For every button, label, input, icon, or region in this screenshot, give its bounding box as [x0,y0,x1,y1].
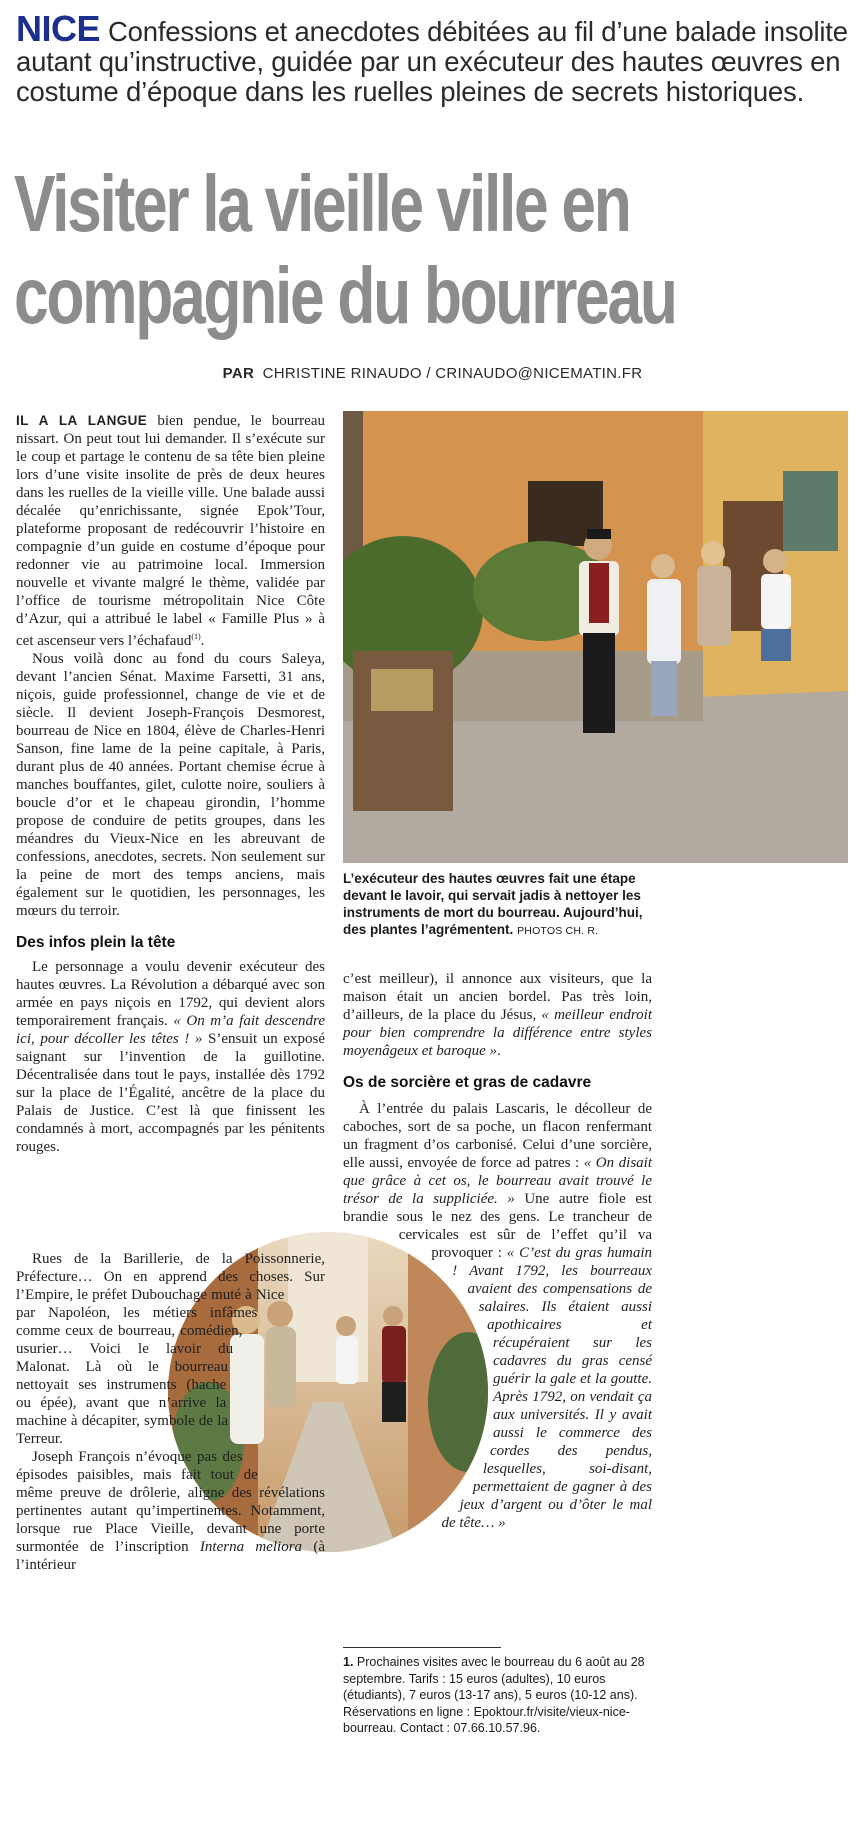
photo-executioner-lavoir [343,411,848,863]
subhead-infos: Des infos plein la tête [16,934,176,951]
right-paragraph-1: c’est meilleur), il annonce aux visiteurs, que la maison était un ancien bordel. Pas très loin, d’ailleurs, de la place du Jésus, « meilleur endroit pour bien comprendre la différence entre styles moyenâgeux et baroque ». [343,971,653,1059]
left-column-top [16,412,325,1156]
paragraph-2: Nous voilà donc au fond du cours Saleya, devant l’ancien Sénat. Maxime Farsetti, 31 ans, niçois, guide professionnel, change de vie et de siècle. Il devient Joseph-François Desmorest, bourreau de Nice en 1804, élève de Charles-Henri Sanson, fine lame de la peine capitale, à Paris, durant plus de 40 années. Portant chemise écrue à manches bouffantes, gilet, culotte noire, souliers à boucle d’or et le chapeau girondin, l’homme propose de conduire de petits groupes, dans les méandres du Vieux-Nice en les abreuvant de confessions, anecdotes, secrets. Non seulement sur la peine de mort des temps anciens, mais également sur le quotidien, les personnages, les mœurs du terroir. [16,651,325,919]
subhead-sorciere: Os de sorcière et gras de cadavre [343,1074,592,1091]
footnote-number: 1. [343,1655,354,1669]
byline-author: CHRISTINE RINAUDO / CRINAUDO@NICEMATIN.FR [262,365,643,382]
caption-text: L’exécuteur des hautes œuvres fait une étape devant le lavoir, qui servait jadis à nettoyer les instruments de mort du bourreau. Aujourd’hui, des plantes l’agrémentent. [343,871,643,937]
paragraph-lead: IL A LA LANGUE bien pendue, le bourreau nissart. On peut tout lui demander. Il s’exécute sur le coup et partage le contenu de sa tête bien pleine lors d’une visite insolite de près de deux heures dans les ruelles de la vieille ville. Une balade aussi décalée qu’enrichissante, signée Epok’Tour, plateforme proposant de redécouvrir l’histoire en compagnie d’un guide en costume d’époque pour redonner vie au patrimoine local. Immersion nouvelle et vivante malgré le thème, validée par l’office de tourisme métropolitain Nice Côte d’Azur, qui a attribué le label « Famille Plus » à cet ascenseur vers l’échafaud$^{(1)}$. [16,413,325,649]
kicker-city: NICE [16,8,101,49]
paragraph-3: Le personnage a voulu devenir exécuteur des hautes œuvres. La Révolution a débarqué avec son armée en pays niçois en 1792, qui devient alors temporairement français. « On m’a fait descendre ici, pour décoller les têtes ! » S’ensuit un exposé saignant sur l’invention de la guillotine. Décentralisée dans tout le pays, installée dès 1792 sur la place de l’Égalité, ancêtre de la place du Palais de Justice. C’est là que finissent les condamnés à mort, accompagnés par les pénitents rouges. [16,959,326,1155]
footnote [343,1654,653,1737]
footnote-text: Prochaines visites avec le bourreau du 6 août au 28 septembre. Tarifs : 15 euros (adultes), 10 euros (étudiants), 7 euros (13-17 ans), 5 euros (10-12 ans). Réservations en ligne : Epoktour.fr/visite/vieux-nice-bourreau. Contact : 07.66.10.57.96. [343,1655,645,1735]
byline [0,365,865,382]
paragraph-5: Joseph François n’évoque pas des épisodes paisibles, mais fait tout de même preuve de drôlerie, aligne des révélations pertinentes autant qu’impertinentes. Notamment, lorsque rue Place Vieille, devant une porte surmontée de l’inscription Interna meliora (à l’intérieur [16,1449,326,1573]
lead-caps: IL A LA LANGUE [16,413,148,428]
right-column-wrap [343,1100,652,1570]
photo-caption [343,870,643,940]
right-column-top [343,970,652,1098]
intro [16,8,851,107]
headline [14,158,854,342]
left-column-wrap [16,1250,325,1574]
caption-credit: PHOTOS CH. R. [517,925,599,937]
photo-executioner-lavoir-image [343,411,848,863]
footnote-ref: (1) [191,632,201,641]
note-divider [343,1647,501,1648]
paragraph-4: Rues de la Barillerie, de la Poissonnerie, Préfecture… On en apprend des choses. Sur l’Empire, le préfet Dubouchage muté à Nice par Napoléon, les métiers infâmes comme ceux de bourreau, comédien, usurier… Voici le lavoir du Malonat. Là où le bourreau nettoyait ses instruments (hache ou épée), avant que n’arrive la machine à décapiter, symbole de la Terreur. [16,1251,325,1447]
intro-text: Confessions et anecdotes débitées au fil d’une balade insolite autant qu’instructive, guidée par un exécuteur des hautes œuvres en costume d’époque dans les ruelles pleines de secrets historiques. [16,16,848,107]
headline-line-2: compagnie du bourreau [14,251,676,340]
headline-line-1: Visiter la vieille ville en [14,159,630,248]
right-paragraph-2: À l’entrée du palais Lascaris, le décolleur de caboches, sort de sa poche, un flacon renfermant un fragment d’os carbonisé. Celui d’une sorcière, elle aussi, envoyée de force ad patres : « On disait que grâce à cet os, le bourreau avait trouvé le trésor de la suppliciée. » Une autre fiole est brandie sous le nez des gens. Le trancheur de cervicales est sûr de l’effet qu’il va provoquer : « C’est du gras humain ! Avant 1792, les bourreaux avaient des compensations de salaires. Ils étaient aussi apothicaires et récupéraient sur les cadavres du gras censé guérir la gale et la goutte. Après 1792, on vendait ça aux universités. Il y avait aussi le commerce des cordes des pendus, lesquelles, soi-disant, permettaient de gagner à des jeux d’argent ou d’ôter le mal de tête… » [343,1101,653,1531]
byline-par: PAR [222,365,255,382]
